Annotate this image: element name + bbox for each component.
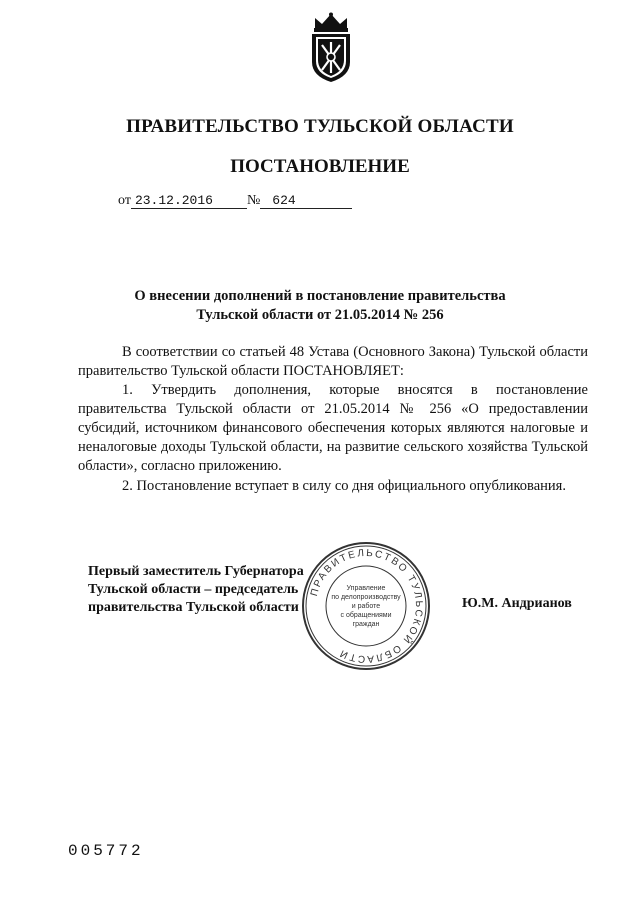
document-subject	[0, 287, 640, 325]
resolution-item-1: 1. Утвердить дополнения, которые вносятся в постановление правительства Тульской области от 21.05.2014 № 256 «О предоставлении субсидий, источником финансового обеспечения которых являются налоговые и неналоговые доходы Тульской области, на развитие сельского хозяйства Тульской области», согласно приложению.	[78, 382, 588, 474]
signer-position-line-2: Тульской области – председатель	[88, 582, 299, 597]
number-prefix: №	[246, 193, 261, 208]
stamp-ring-text: ПРАВИТЕЛЬСТВО ТУЛЬСКОЙ ОБЛАСТИ	[308, 547, 425, 665]
document-type-title: ПОСТАНОВЛЕНИЕ	[230, 156, 410, 177]
signer-name: Ю.М. Андрианов	[462, 596, 572, 611]
stamp-center-line-5: граждан	[352, 621, 380, 628]
document-serial-number: 005772	[68, 842, 144, 860]
stamp-center-line-3: и работе	[351, 603, 381, 610]
stamp-center-line-1: Управление	[346, 585, 386, 592]
signer-position	[88, 563, 304, 617]
subject-line-2: Тульской области от 21.05.2014 № 256	[196, 307, 444, 323]
stamp-center-line-2: по делопроизводству	[331, 594, 401, 601]
official-stamp	[300, 540, 432, 672]
signer-position-line-3: правительства Тульской области	[88, 600, 299, 615]
organization-title: ПРАВИТЕЛЬСТВО ТУЛЬСКОЙ ОБЛАСТИ	[126, 116, 514, 137]
resolution-item-2: 2. Постановление вступает в силу со дня официального опубликования.	[122, 478, 566, 494]
subject-line-1: О внесении дополнений в постановление правительства	[134, 288, 506, 304]
stamp-center-line-4: с обращениями	[340, 612, 392, 619]
document-number: 624	[260, 194, 352, 209]
document-date: 23.12.2016	[131, 194, 247, 209]
coat-of-arms-icon	[306, 12, 356, 84]
signer-position-line-1: Первый заместитель Губернатора	[88, 564, 304, 579]
preamble-paragraph: В соответствии со статьей 48 Устава (Основного Закона) Тульской области правительство Тульской области ПОСТАНОВЛЯЕТ:	[78, 344, 588, 379]
registration-line	[118, 193, 352, 209]
date-prefix: от	[118, 193, 131, 208]
